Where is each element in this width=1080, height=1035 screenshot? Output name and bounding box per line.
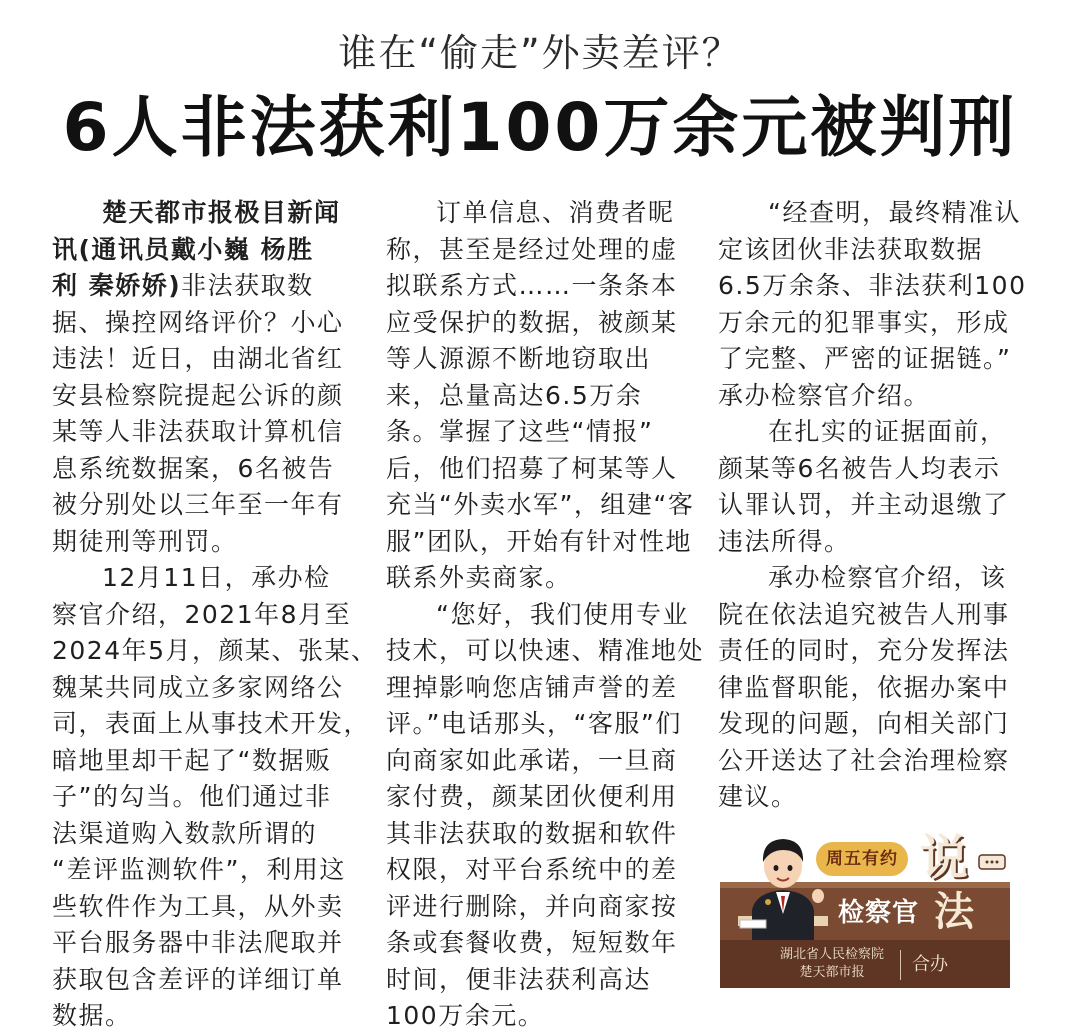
body-line: 拟联系方式……一条条本 — [386, 271, 678, 300]
body-line: 万余元的犯罪事实，形成 — [718, 307, 1010, 337]
body-line: 权限，对平台系统中的差 — [386, 855, 678, 884]
badge-tag: 周五有约 — [816, 842, 908, 876]
body-line: 获取包含差评的详细订单 — [52, 964, 344, 994]
badge-big-char-2: 法 — [934, 888, 974, 935]
body-line: 承办检察官介绍。 — [718, 380, 931, 410]
body-line: 了完整、严密的证据链。” — [718, 344, 1012, 373]
body-line: 司，表面上从事技术开发， — [52, 709, 371, 738]
body-line: 来，总量高达6.5万余 — [386, 380, 643, 410]
body-line: 12月11日，承办检 — [102, 563, 331, 592]
body-line: 理掉影响您店铺声誉的差 — [386, 672, 678, 702]
body-line: 律监督职能，依据办案中 — [718, 672, 1010, 702]
body-line: 期徒刑等刑罚。 — [52, 526, 238, 556]
body-line: 安县检察院提起公诉的颜 — [52, 380, 344, 410]
body-line: “经查明，最终精准认 — [768, 198, 1021, 227]
subtitle: 谁在“偷走”外卖差评？ — [338, 31, 742, 75]
body-line: 充当“外卖水军”，组建“客 — [386, 490, 695, 519]
body-line: “您好，我们使用专业 — [436, 599, 689, 629]
body-line: 责任的同时，充分发挥法 — [718, 636, 1010, 665]
body-line: 条或套餐收费，短短数年 — [386, 928, 678, 957]
article-column-3 — [718, 195, 1028, 816]
badge-org-line-1: 湖北省人民检察院 — [779, 947, 884, 962]
body-line: 数据。 — [52, 1001, 132, 1030]
byline-line: 楚天都市报极目新闻 — [102, 198, 341, 227]
body-line: 认罪认罚，并主动退缴了 — [718, 490, 1010, 519]
body-line: 院在依法追究被告人刑事 — [718, 599, 1010, 629]
body-line: 在扎实的证据面前， — [768, 417, 1007, 446]
badge-big-char-1: 说 — [920, 830, 969, 886]
body-line: 子”的勾当。他们通过非 — [52, 782, 332, 811]
badge-divider — [900, 950, 901, 980]
body-line: 发现的问题，向相关部门 — [718, 709, 1010, 738]
body-line: 评进行删除，并向商家按 — [386, 891, 678, 921]
body-line: 家付费，颜某团伙便利用 — [386, 782, 678, 811]
body-line: “差评监测软件”，利用这 — [52, 855, 346, 884]
body-line: 时间，便非法获利高达 — [386, 964, 652, 994]
speech-bubble-icon — [978, 854, 1006, 874]
body-line: 后，他们招募了柯某等人 — [386, 453, 678, 483]
body-line: 些软件作为工具，从外卖 — [52, 891, 344, 921]
body-text: 非法获取数 — [181, 271, 314, 300]
body-line: 平台服务器中非法爬取并 — [52, 928, 344, 957]
column-badge — [720, 830, 1010, 988]
body-line: 违法！近日，由湖北省红 — [52, 344, 344, 373]
body-line: 据、操控网络评价？小心 — [52, 307, 344, 337]
body-line: 条。掌握了这些“情报” — [386, 417, 654, 446]
body-line: 称，甚至是经过处理的虚 — [386, 234, 678, 264]
body-line — [52, 268, 352, 305]
badge-coop-label: 合办 — [912, 954, 948, 975]
body-line: 被分别处以三年至一年有 — [52, 490, 344, 519]
body-line: 建议。 — [718, 782, 798, 811]
body-line: 魏某共同成立多家网络公 — [52, 672, 344, 702]
body-line: 评。”电话那头，“客服”们 — [386, 709, 682, 738]
byline-tail: 利 秦娇娇) — [52, 271, 182, 300]
body-line: 其非法获取的数据和软件 — [386, 818, 678, 848]
headline: 6人非法获利100万余元被判刑 — [62, 89, 1018, 166]
body-line: 颜某等6名被告人均表示 — [718, 453, 1001, 483]
body-line: 2024年5月，颜某、张某、 — [52, 636, 378, 665]
byline-line: 讯(通讯员戴小巍 杨胜 — [52, 234, 314, 264]
body-line: 某等人非法获取计算机信 — [52, 417, 344, 446]
prosecutor-cartoon-icon — [738, 830, 828, 942]
body-line: 100万余元。 — [386, 1001, 545, 1030]
body-line: 法渠道购入数款所谓的 — [52, 818, 318, 848]
body-line: 等人源源不断地窃取出 — [386, 344, 652, 373]
body-line: 定该团伙非法获取数据 — [718, 234, 984, 264]
body-line: 技术，可以快速、精准地处 — [386, 636, 705, 665]
body-line: 联系外卖商家。 — [386, 563, 572, 592]
body-line: 察官介绍，2021年8月至 — [52, 599, 352, 629]
body-line: 向商家如此承诺，一旦商 — [386, 745, 678, 775]
body-line: 暗地里却干起了“数据贩 — [52, 745, 332, 775]
article-column-1 — [52, 195, 378, 1035]
badge-title: 检察官 — [838, 898, 920, 928]
body-line: 6.5万余条、非法获利100 — [718, 271, 1027, 300]
badge-org-line-2: 楚天都市报 — [799, 965, 865, 980]
body-line: 息系统数据案，6名被告 — [52, 453, 335, 483]
body-line: 违法所得。 — [718, 526, 851, 556]
article-column-2 — [386, 195, 705, 1035]
body-line: 公开送达了社会治理检察 — [718, 745, 1010, 775]
body-line: 承办检察官介绍，该 — [768, 563, 1007, 592]
body-line: 订单信息、消费者昵 — [436, 198, 675, 227]
body-line: 应受保护的数据，被颜某 — [386, 307, 678, 337]
badge-organizers — [772, 946, 892, 982]
body-line: 服”团队，开始有针对性地 — [386, 526, 692, 556]
